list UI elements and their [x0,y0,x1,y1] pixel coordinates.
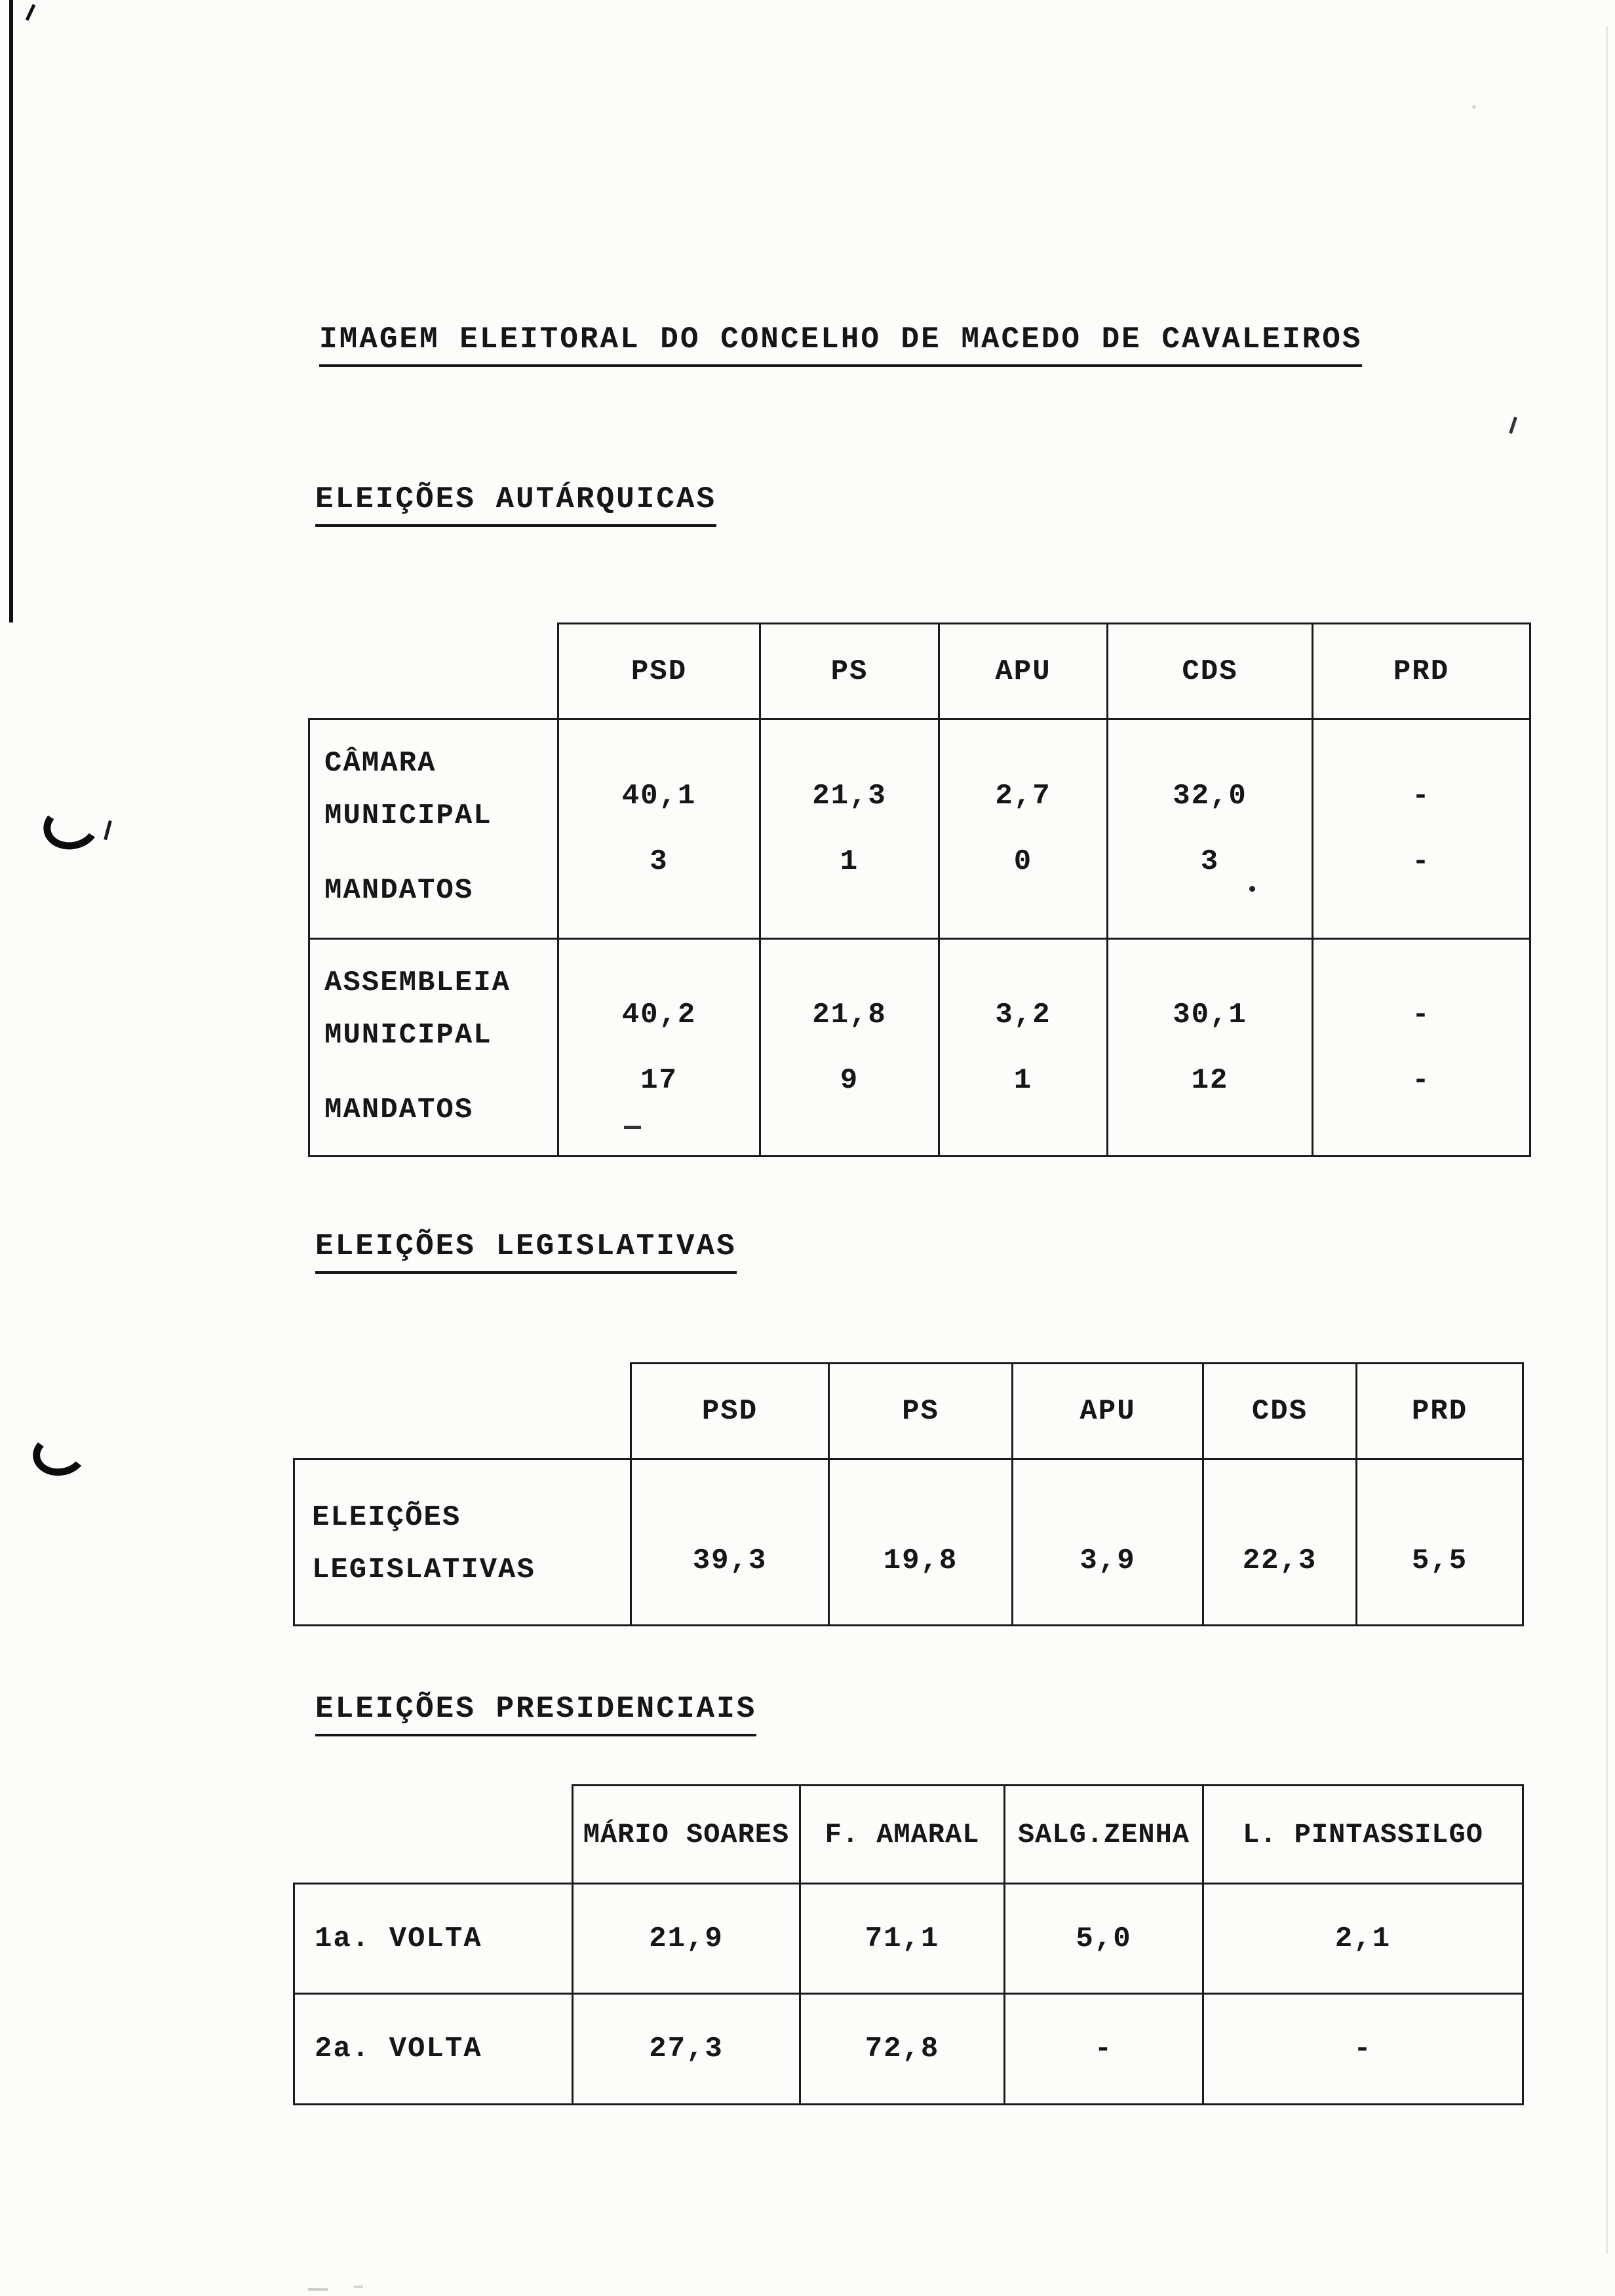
scan-edge-line [9,0,13,622]
pct-value: 21,3 [812,780,887,813]
cell-assembleia-ps [759,938,938,1157]
pct-value: 3,2 [995,998,1051,1031]
row-sublabel-mandatos: MANDATOS [324,1094,474,1126]
mandates-value: 9 [840,1063,859,1097]
cell-camara-ps [759,718,938,938]
handwritten-mark [104,820,112,840]
cell-legislativas-ps: 19,8 [828,1458,1011,1626]
section-heading-text: ELEIÇÕES PRESIDENCIAIS [315,1692,756,1736]
pct-value: 2,7 [995,780,1051,813]
row-label-line: MUNICIPAL [324,1019,492,1052]
column-header-prd: PRD [1355,1362,1524,1458]
page-title [319,322,1362,367]
scan-speck [308,2288,328,2291]
cell-camara-prd [1312,718,1531,938]
pct-value: 40,1 [621,780,697,813]
mandates-value: - [1412,1063,1431,1097]
cell-2a-volta-amaral: 72,8 [799,1993,1003,2105]
row-label-assembleia-municipal [308,938,557,1157]
pct-value: 40,2 [621,998,697,1031]
row-sublabel-mandatos: MANDATOS [324,874,474,907]
column-header-ps: PS [759,622,938,718]
column-header-prd: PRD [1312,622,1531,718]
cell-camara-psd [557,718,759,938]
cell-legislativas-cds: 22,3 [1202,1458,1355,1626]
scan-speck [354,2286,363,2288]
corner-cell [293,1362,630,1458]
column-header-l-pintassilgo: L. PINTASSILGO [1202,1784,1524,1883]
scan-mark [1509,417,1517,434]
mandates-value: 17 [640,1063,678,1097]
mandates-value: 3 [1200,845,1220,878]
cell-assembleia-psd [557,938,759,1157]
column-header-psd: PSD [630,1362,828,1458]
mandates-value: 1 [1013,1063,1033,1097]
cell-legislativas-prd: 5,5 [1355,1458,1524,1626]
column-header-cds: CDS [1106,622,1312,718]
table-legislativas [293,1362,1524,1626]
page-title-text: IMAGEM ELEITORAL DO CONCELHO DE MACEDO DE CAVALEIROS [319,322,1362,367]
cell-1a-volta-zenha: 5,0 [1003,1883,1202,1993]
mandates-value: 0 [1013,845,1033,878]
cell-assembleia-cds [1106,938,1312,1157]
cell-2a-volta-soares: 27,3 [572,1993,799,2105]
scan-mark [26,4,36,21]
row-label-line: ELEIÇÕES [312,1501,461,1534]
row-label-line: MUNICIPAL [324,799,492,832]
cell-1a-volta-soares: 21,9 [572,1883,799,1993]
column-header-psd: PSD [557,622,759,718]
column-header-apu: APU [938,622,1106,718]
row-label-1a-volta: 1a. VOLTA [293,1883,572,1993]
row-label-line: LEGISLATIVAS [312,1554,535,1586]
table-autarquicas [308,622,1531,1157]
table-presidenciais [293,1784,1524,2105]
row-label-line: ASSEMBLEIA [324,966,511,999]
row-label-legislativas [293,1458,630,1626]
column-header-cds: CDS [1202,1362,1355,1458]
column-header-salg-zenha: SALG.ZENHA [1003,1784,1202,1883]
section-heading-autarquicas [315,482,716,527]
section-heading-legislativas [315,1229,737,1274]
column-header-ps: PS [828,1362,1011,1458]
row-label-2a-volta: 2a. VOLTA [293,1993,572,2105]
scan-edge-shadow [1606,26,1608,2254]
mandates-value: 12 [1191,1063,1229,1097]
cell-camara-apu [938,718,1106,938]
cell-1a-volta-amaral: 71,1 [799,1883,1003,1993]
section-heading-text: ELEIÇÕES LEGISLATIVAS [315,1229,737,1274]
mandates-value: 3 [650,845,669,878]
cell-2a-volta-pintassilgo: - [1202,1993,1524,2105]
row-label-camara-municipal [308,718,557,938]
pct-value: 32,0 [1173,780,1247,813]
section-heading-text: ELEIÇÕES AUTÁRQUICAS [315,482,716,527]
column-header-f-amaral: F. AMARAL [799,1784,1003,1883]
cell-assembleia-apu [938,938,1106,1157]
corner-cell [293,1784,572,1883]
column-header-apu: APU [1011,1362,1202,1458]
pct-value: 21,8 [812,998,887,1031]
handwritten-mark [30,1429,89,1480]
corner-cell [308,622,557,718]
column-header-mario-soares: MÁRIO SOARES [572,1784,799,1883]
mandates-value: 1 [840,845,859,878]
mandates-value: - [1412,845,1431,878]
cell-legislativas-apu: 3,9 [1011,1458,1202,1626]
handwritten-mark [39,798,104,854]
scan-speck [1472,105,1476,109]
section-heading-presidenciais [315,1692,756,1736]
cell-2a-volta-zenha: - [1003,1993,1202,2105]
cell-assembleia-prd [1312,938,1531,1157]
pct-value: 30,1 [1173,998,1247,1031]
pct-value: - [1412,780,1431,813]
cell-1a-volta-pintassilgo: 2,1 [1202,1883,1524,1993]
pct-value: - [1412,998,1431,1031]
cell-camara-cds [1106,718,1312,938]
cell-legislativas-psd: 39,3 [630,1458,828,1626]
row-label-line: CÂMARA [324,747,437,780]
